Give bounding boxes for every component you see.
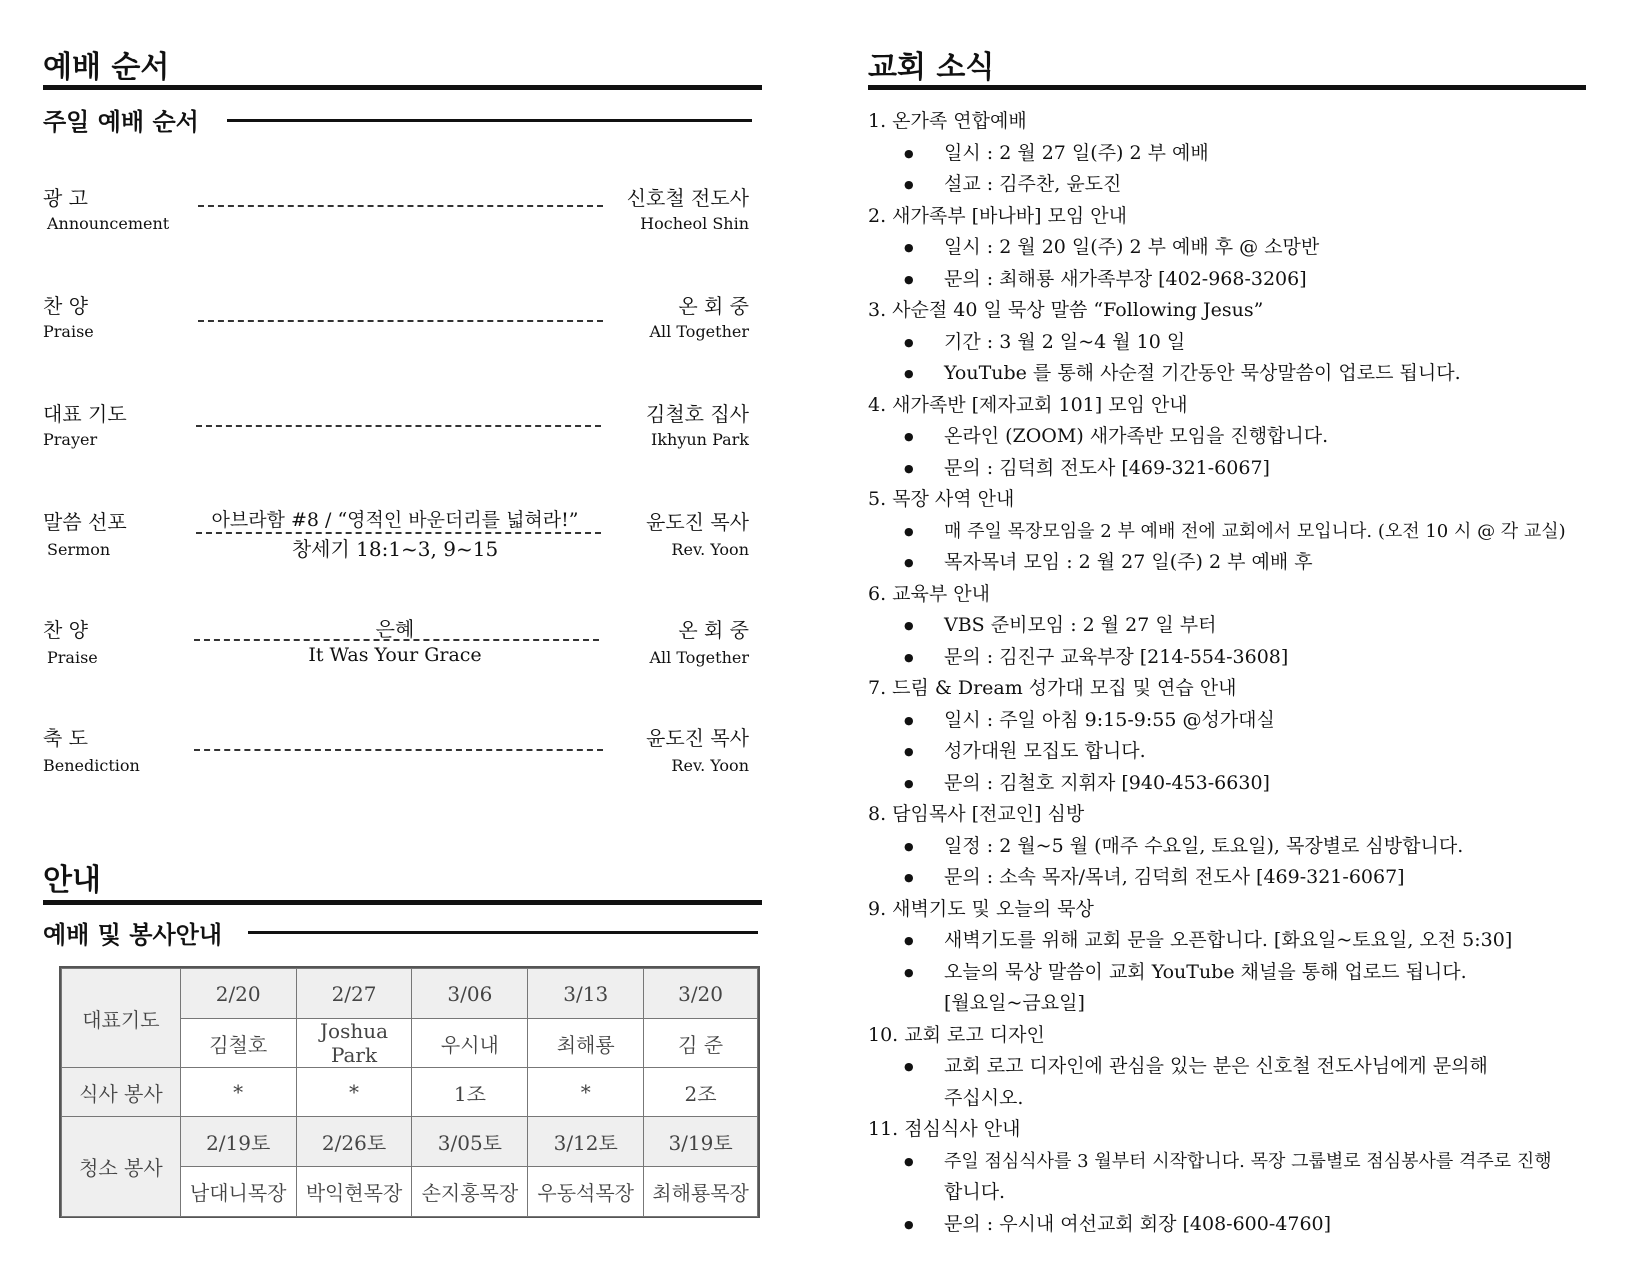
news-item-title: 2. 새가족부 [바나바] 모임 안내 <box>868 204 1128 227</box>
clean-group: 박익현목장 <box>296 1167 412 1217</box>
news-bullet: ● 문의 : 김덕희 전도사 [469-321-6067] <box>868 453 1628 485</box>
news-title: 교회 소식 <box>868 50 995 85</box>
leader-dots <box>198 320 603 322</box>
news-bullet: ● 오늘의 묵상 말씀이 교회 YouTube 채널을 통해 업로드 됩니다. <box>868 957 1628 989</box>
clean-group: 우동석목장 <box>528 1167 644 1217</box>
news-bullet: ● 기간 : 3 월 2 일~4 월 10 일 <box>868 327 1628 359</box>
clean-date: 2/19토 <box>180 1117 296 1167</box>
sunday-order-subtitle: 주일 예배 순서 <box>43 108 199 136</box>
news-bullet: ● 문의 : 김진구 교육부장 [214-554-3608] <box>868 642 1628 674</box>
service-name-en: Praise <box>43 322 94 341</box>
meal-value: * <box>180 1068 296 1117</box>
clean-group: 손지홍목장 <box>412 1167 528 1217</box>
news-bullet: ● 문의 : 최해룡 새가족부장 [402-968-3206] <box>868 264 1628 296</box>
title-rule <box>43 85 762 90</box>
news-item-title: 1. 온가족 연합예배 <box>868 110 1027 132</box>
sermon-title: 아브라함 #8 / “영적인 바운더리를 넓혀라!” <box>211 509 579 531</box>
news-bullet: ● YouTube 를 통해 사순절 기간동안 묵상말씀이 업로드 됩니다. <box>868 358 1628 390</box>
prayer-person: 김 준 <box>644 1019 758 1068</box>
leader-dots <box>198 205 603 207</box>
news-bullet-continuation: 합니다. <box>944 1181 1006 1203</box>
prayer-person: Joshua Park <box>296 1019 412 1068</box>
prayer-person: 우시내 <box>412 1019 528 1068</box>
meal-value: * <box>296 1068 412 1117</box>
news-bullet-continuation: 주십시오. <box>944 1086 1024 1109</box>
news-item-title: 11. 점심식사 안내 <box>868 1118 1021 1140</box>
service-name: 찬 양 <box>43 294 88 318</box>
clean-group: 남대니목장 <box>180 1167 296 1217</box>
service-name-en: Sermon <box>47 540 111 559</box>
clean-date: 2/26토 <box>296 1117 412 1167</box>
praise-title: 은혜 <box>375 617 415 641</box>
news-bullet: ● 목자목녀 모임 : 2 월 27 일(주) 2 부 예배 후 <box>868 547 1628 579</box>
prayer-date: 2/27 <box>296 969 412 1019</box>
prayer-person: 김철호 <box>180 1019 296 1068</box>
notice-title: 안내 <box>43 863 101 898</box>
news-bullet: ● 새벽기도를 위해 교회 문을 오픈합니다. [화요일~토요일, 오전 5:30] <box>868 925 1628 957</box>
clean-date: 3/19토 <box>644 1117 758 1167</box>
leader-dots <box>196 425 601 427</box>
service-name: 말씀 선포 <box>43 510 127 534</box>
service-name: 대표 기도 <box>43 402 127 426</box>
service-leader-en: All Together <box>649 648 749 667</box>
service-leader: 윤도진 목사 <box>646 726 749 750</box>
news-bullet: ● 일시 : 2 월 27 일(주) 2 부 예배 <box>868 138 1628 170</box>
clean-date: 3/05토 <box>412 1117 528 1167</box>
service-leader-en: All Together <box>649 322 749 341</box>
prayer-date: 3/13 <box>528 969 644 1019</box>
duty-table <box>59 966 760 1218</box>
news-bullet: ● 교회 로고 디자인에 관심을 있는 분은 신호철 전도사님에게 문의해 <box>868 1051 1628 1083</box>
clean-label: 청소 봉사 <box>62 1117 181 1217</box>
service-name-en: Benediction <box>43 756 140 775</box>
news-item-title: 10. 교회 로고 디자인 <box>868 1023 1045 1046</box>
news-bullet: ● 일시 : 2 월 20 일(주) 2 부 예배 후 @ 소망반 <box>868 232 1628 264</box>
worship-order-title: 예배 순서 <box>43 50 170 85</box>
news-bullet: ● 온라인 (ZOOM) 새가족반 모임을 진행합니다. <box>868 421 1628 453</box>
news-bullet: ● 성가대원 모집도 합니다. <box>868 736 1628 768</box>
news-bullet: ● 일정 : 2 월~5 월 (매주 수요일, 토요일), 목장별로 심방합니다. <box>868 831 1628 863</box>
service-leader: 김철호 집사 <box>646 402 749 426</box>
news-bullet: ● 설교 : 김주찬, 윤도진 <box>868 169 1628 201</box>
news-bullet: ● 문의 : 소속 목자/목녀, 김덕희 전도사 [469-321-6067] <box>868 862 1628 894</box>
news-bullet: ● 매 주일 목장모임을 2 부 예배 전에 교회에서 모입니다. (오전 10 시 @ 각 교실) <box>868 516 1628 548</box>
meal-value: * <box>528 1068 644 1117</box>
meal-value: 2조 <box>644 1068 758 1117</box>
service-leader: 온 회 중 <box>678 294 749 318</box>
prayer-date: 3/06 <box>412 969 528 1019</box>
service-name-en: Praise <box>47 648 98 667</box>
news-item-title: 5. 목장 사역 안내 <box>868 488 1015 510</box>
clean-group: 최해룡목장 <box>644 1167 758 1217</box>
news-item-title: 6. 교육부 안내 <box>868 582 990 605</box>
service-name: 축 도 <box>43 726 88 750</box>
prayer-label: 대표기도 <box>62 969 181 1068</box>
news-item-title: 4. 새가족반 [제자교회 101] 모임 안내 <box>868 393 1188 416</box>
service-leader: 윤도진 목사 <box>646 510 749 534</box>
service-name-en: Prayer <box>43 430 98 449</box>
service-leader-en: Ikhyun Park <box>651 430 749 449</box>
news-bullet: ● 문의 : 김철호 지휘자 [940-453-6630] <box>868 768 1628 800</box>
service-leader: 온 회 중 <box>678 618 749 642</box>
news-item-title: 7. 드림 & Dream 성가대 모집 및 연습 안내 <box>868 677 1237 699</box>
service-leader-en: Rev. Yoon <box>671 540 749 559</box>
service-name-en: Announcement <box>47 214 170 233</box>
prayer-date: 3/20 <box>644 969 758 1019</box>
prayer-person: 최해룡 <box>528 1019 644 1068</box>
duty-subtitle-rule <box>248 931 758 934</box>
sermon-scripture: 창세기 18:1~3, 9~15 <box>291 537 499 561</box>
news-rule <box>868 85 1586 90</box>
news-item-title: 8. 담임목사 [전교인] 심방 <box>868 803 1085 825</box>
meal-label: 식사 봉사 <box>62 1068 181 1117</box>
praise-title-en: It Was Your Grace <box>308 644 482 666</box>
notice-rule <box>43 900 762 905</box>
service-name: 광 고 <box>43 186 88 210</box>
news-bullet-continuation: [월요일~금요일] <box>944 992 1085 1014</box>
service-name: 찬 양 <box>43 618 88 642</box>
news-list <box>868 106 1628 1240</box>
meal-value: 1조 <box>412 1068 528 1117</box>
news-bullet: ● 문의 : 우시내 여선교회 회장 [408-600-4760] <box>868 1209 1628 1241</box>
news-item-title: 3. 사순절 40 일 묵상 말씀 “Following Jesus” <box>868 299 1264 321</box>
clean-date: 3/12토 <box>528 1117 644 1167</box>
news-bullet: ● VBS 준비모임 : 2 월 27 일 부터 <box>868 610 1628 642</box>
prayer-date: 2/20 <box>180 969 296 1019</box>
duty-subtitle: 예배 및 봉사안내 <box>43 921 222 949</box>
service-leader: 신호철 전도사 <box>626 186 749 210</box>
news-item-title: 9. 새벽기도 및 오늘의 묵상 <box>868 897 1094 920</box>
news-bullet: ● 주일 점심식사를 3 월부터 시작합니다. 목장 그룹별로 점심봉사를 격주로 진행 <box>868 1146 1628 1178</box>
leader-dots <box>194 749 603 751</box>
news-bullet: ● 일시 : 주일 아침 9:15-9:55 @성가대실 <box>868 705 1628 737</box>
subtitle-rule <box>227 119 752 122</box>
service-leader-en: Rev. Yoon <box>671 756 749 775</box>
service-leader-en: Hocheol Shin <box>640 214 749 233</box>
